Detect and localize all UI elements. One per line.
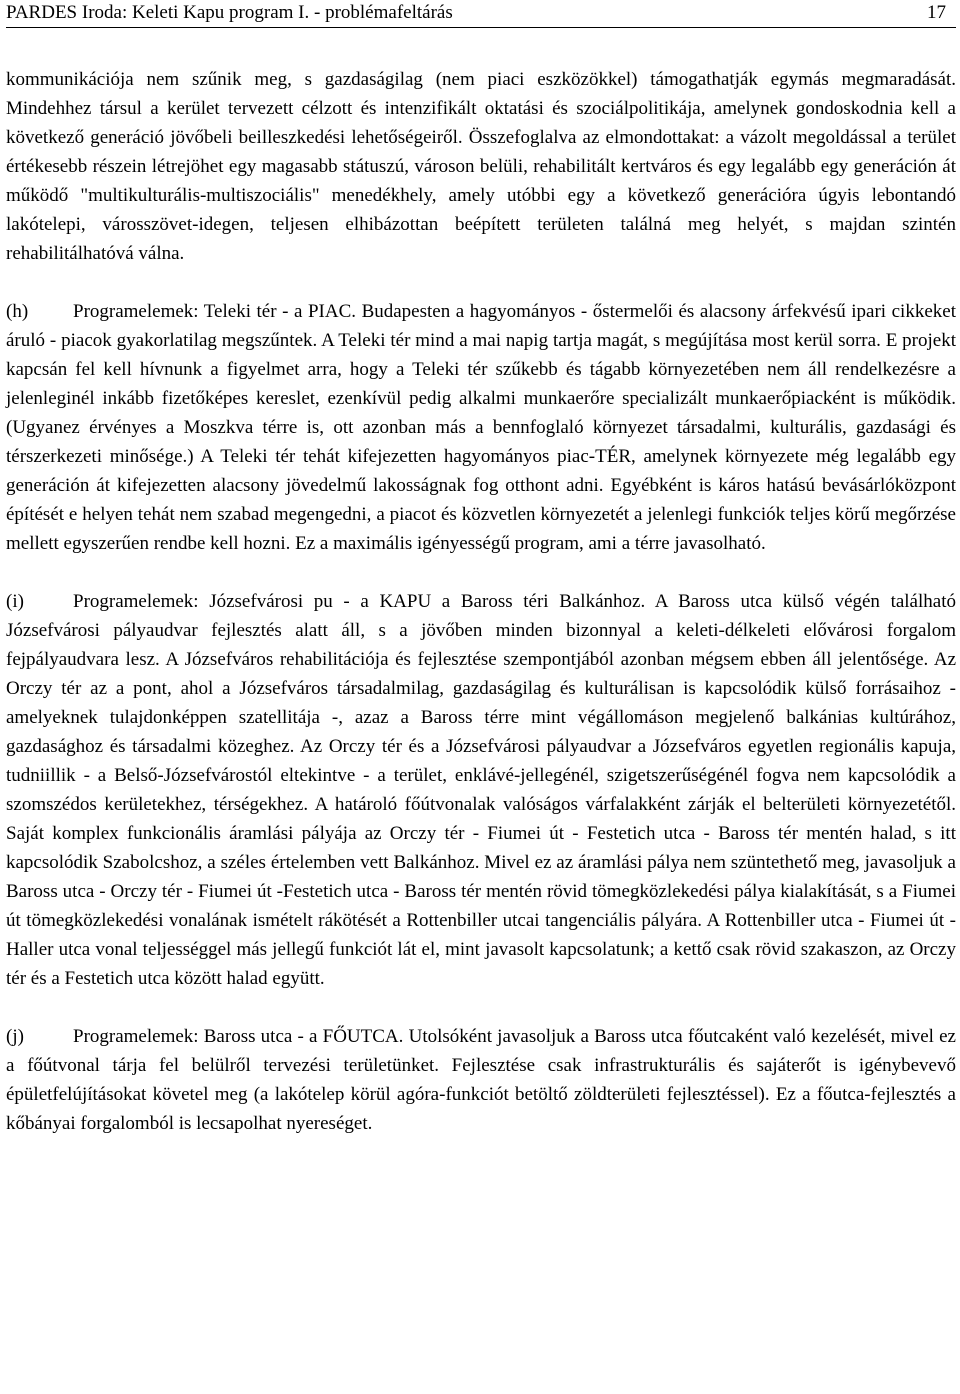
section-label: (i) [6,591,24,612]
paragraph-continuation [6,65,956,268]
paragraph-section-j [6,1022,956,1138]
paragraph-text: kommunikációja nem szűnik meg, s gazdaságilag (nem piaci eszközökkel) támogathatják egymás megmaradását. Mindehhez társul a kerület tervezett célzott és intenzifikált oktatási és szociálpolitikája, amelynek gondoskodnia kell a következő generáció jövőbeli beilleszkedési lehetőségeiről. Összefoglalva az elmondottakat: a vázolt megoldással a terület értékesebb részein létrejöhet egy magasabb státuszú, városon belüli, rehabilitált kertváros és egy legalább egy generáción át működő "multikulturális-multiszociális" menedékhely, amely utóbbi egy a következő generációra úgyis lebontandó lakótelepi, városszövet-idegen, teljesen elhibázottan beépített területen találná meg helyét, s majdan szintén rehabilitálhatóvá válna. [6,69,956,264]
header-title: PARDES Iroda: Keleti Kapu program I. - problémafeltárás [6,2,453,23]
paragraph-text: Programelemek: Teleki tér - a PIAC. Budapesten a hagyományos - őstermelői és alacsony árfekvésű ipari cikkeket áruló - piacok gyakorlatilag megszűntek. A Teleki tér mind a mai napig tartja magát, s megújítása most kerül sorra. E projekt kapcsán fel kell hívnunk a figyelmet arra, hogy a Teleki tér szűkebb és tágabb környezetében nem áll rendelkezésre a jelenleginél inkább fizetőképes kereslet, ezenkívül pedig alkalmi munkaerőre specializált munkaerőpiacként is működik. (Ugyanez érvényes a Moszkva térre is, ott azonban más a bennfoglaló környezet társadalmi, kulturális, gazdasági és térszerkezeti minősége.) A Teleki tér tehát kifejezetten hagyományos piac-TÉR, amelynek környezete még legalább egy generáción át kifejezetten alacsony jövedelmű lakosságnak fog otthont adni. Egyébként is káros hatású bevásárlóközpont építését e helyen tehát nem szabad megengedni, a piacot és közvetlen környezetét a jelenlegi funkciók teljes körű megőrzése mellett egyszerűen rendbe kell hozni. Ez a maximális igényességű program, ami a térre javasolható. [6,301,956,554]
paragraph-section-i [6,587,956,993]
page-number: 17 [927,2,946,23]
running-header [6,1,956,28]
document-page [6,0,956,1138]
section-label: (j) [6,1026,24,1047]
section-label: (h) [6,301,29,322]
paragraph-section-h [6,297,956,558]
body-text [6,65,956,1138]
paragraph-text: Programelemek: Baross utca - a FŐUTCA. Utolsóként javasoljuk a Baross utca főutcaként való kezelését, mivel ez a főútvonal tárja fel belülről tervezési területünket. Fejlesztése csak infrastrukturális és sajáterőt is igénybevevő épületfelújításokat követel meg (a lakótelep körül agóra-funkciót betöltő zöldterületi fejlesztéssel). Ez a főutca-fejlesztés a kőbányai forgalomból is lecsapolhat nyereséget. [6,1026,956,1134]
paragraph-text: Programelemek: Józsefvárosi pu - a KAPU a Baross téri Balkánhoz. A Baross utca külső végén található Józsefvárosi pályaudvar fejlesztés alatt áll, s a jövőben minden bizonnyal a keleti-délkeleti elővárosi forgalom fejpályaudvara lesz. A Józsefváros rehabilitációja és fejlesztése szempontjából azonban mégsem ebben áll jelentősége. Az Orczy tér az a pont, ahol a Józsefváros társadalmilag, gazdaságilag és kulturálisan is kapcsolódik külső forrásaihoz - amelyeknek tulajdonképpen szatellitája -, azaz a Baross térre mint végállomáson megjelenő balkánias kultúrához, gazdasághoz és társadalmi közeghez. Az Orczy tér és a Józsefvárosi pályaudvar a Józsefváros egyetlen regionális kapuja, tudniillik - a Belső-Józsefvárostól eltekintve - a terület, enklávé-jellegénél, szigetszerűségénél fogva nem kapcsolódik a szomszédos kerületekhez, térségekhez. A határoló főútvonalak valóságos várfalakként zárják el belterületi környezetétől. Saját komplex funkcionális áramlási pályája az Orczy tér - Fiumei út - Festetich utca - Baross tér mentén halad, s itt kapcsolódik Szabolcshoz, a széles értelemben vett Balkánhoz. Mivel ez az áramlási pálya nem szüntethető meg, javasoljuk a Baross utca - Orczy tér - Fiumei út -Festetich utca - Baross tér mentén rövid tömegközlekedési pálya kialakítását, s a Fiumei út tömegközlekedési vonalának ismételt rákötését a Rottenbiller utcai tangenciális pályára. A Rottenbiller utca - Fiumei út - Haller utca vonal teljességgel más jellegű funkciót lát el, mint javasolt kapcsolatunk; a kettő csak rövid szakaszon, az Orczy tér és a Festetich utca között halad együtt. [6,591,956,989]
